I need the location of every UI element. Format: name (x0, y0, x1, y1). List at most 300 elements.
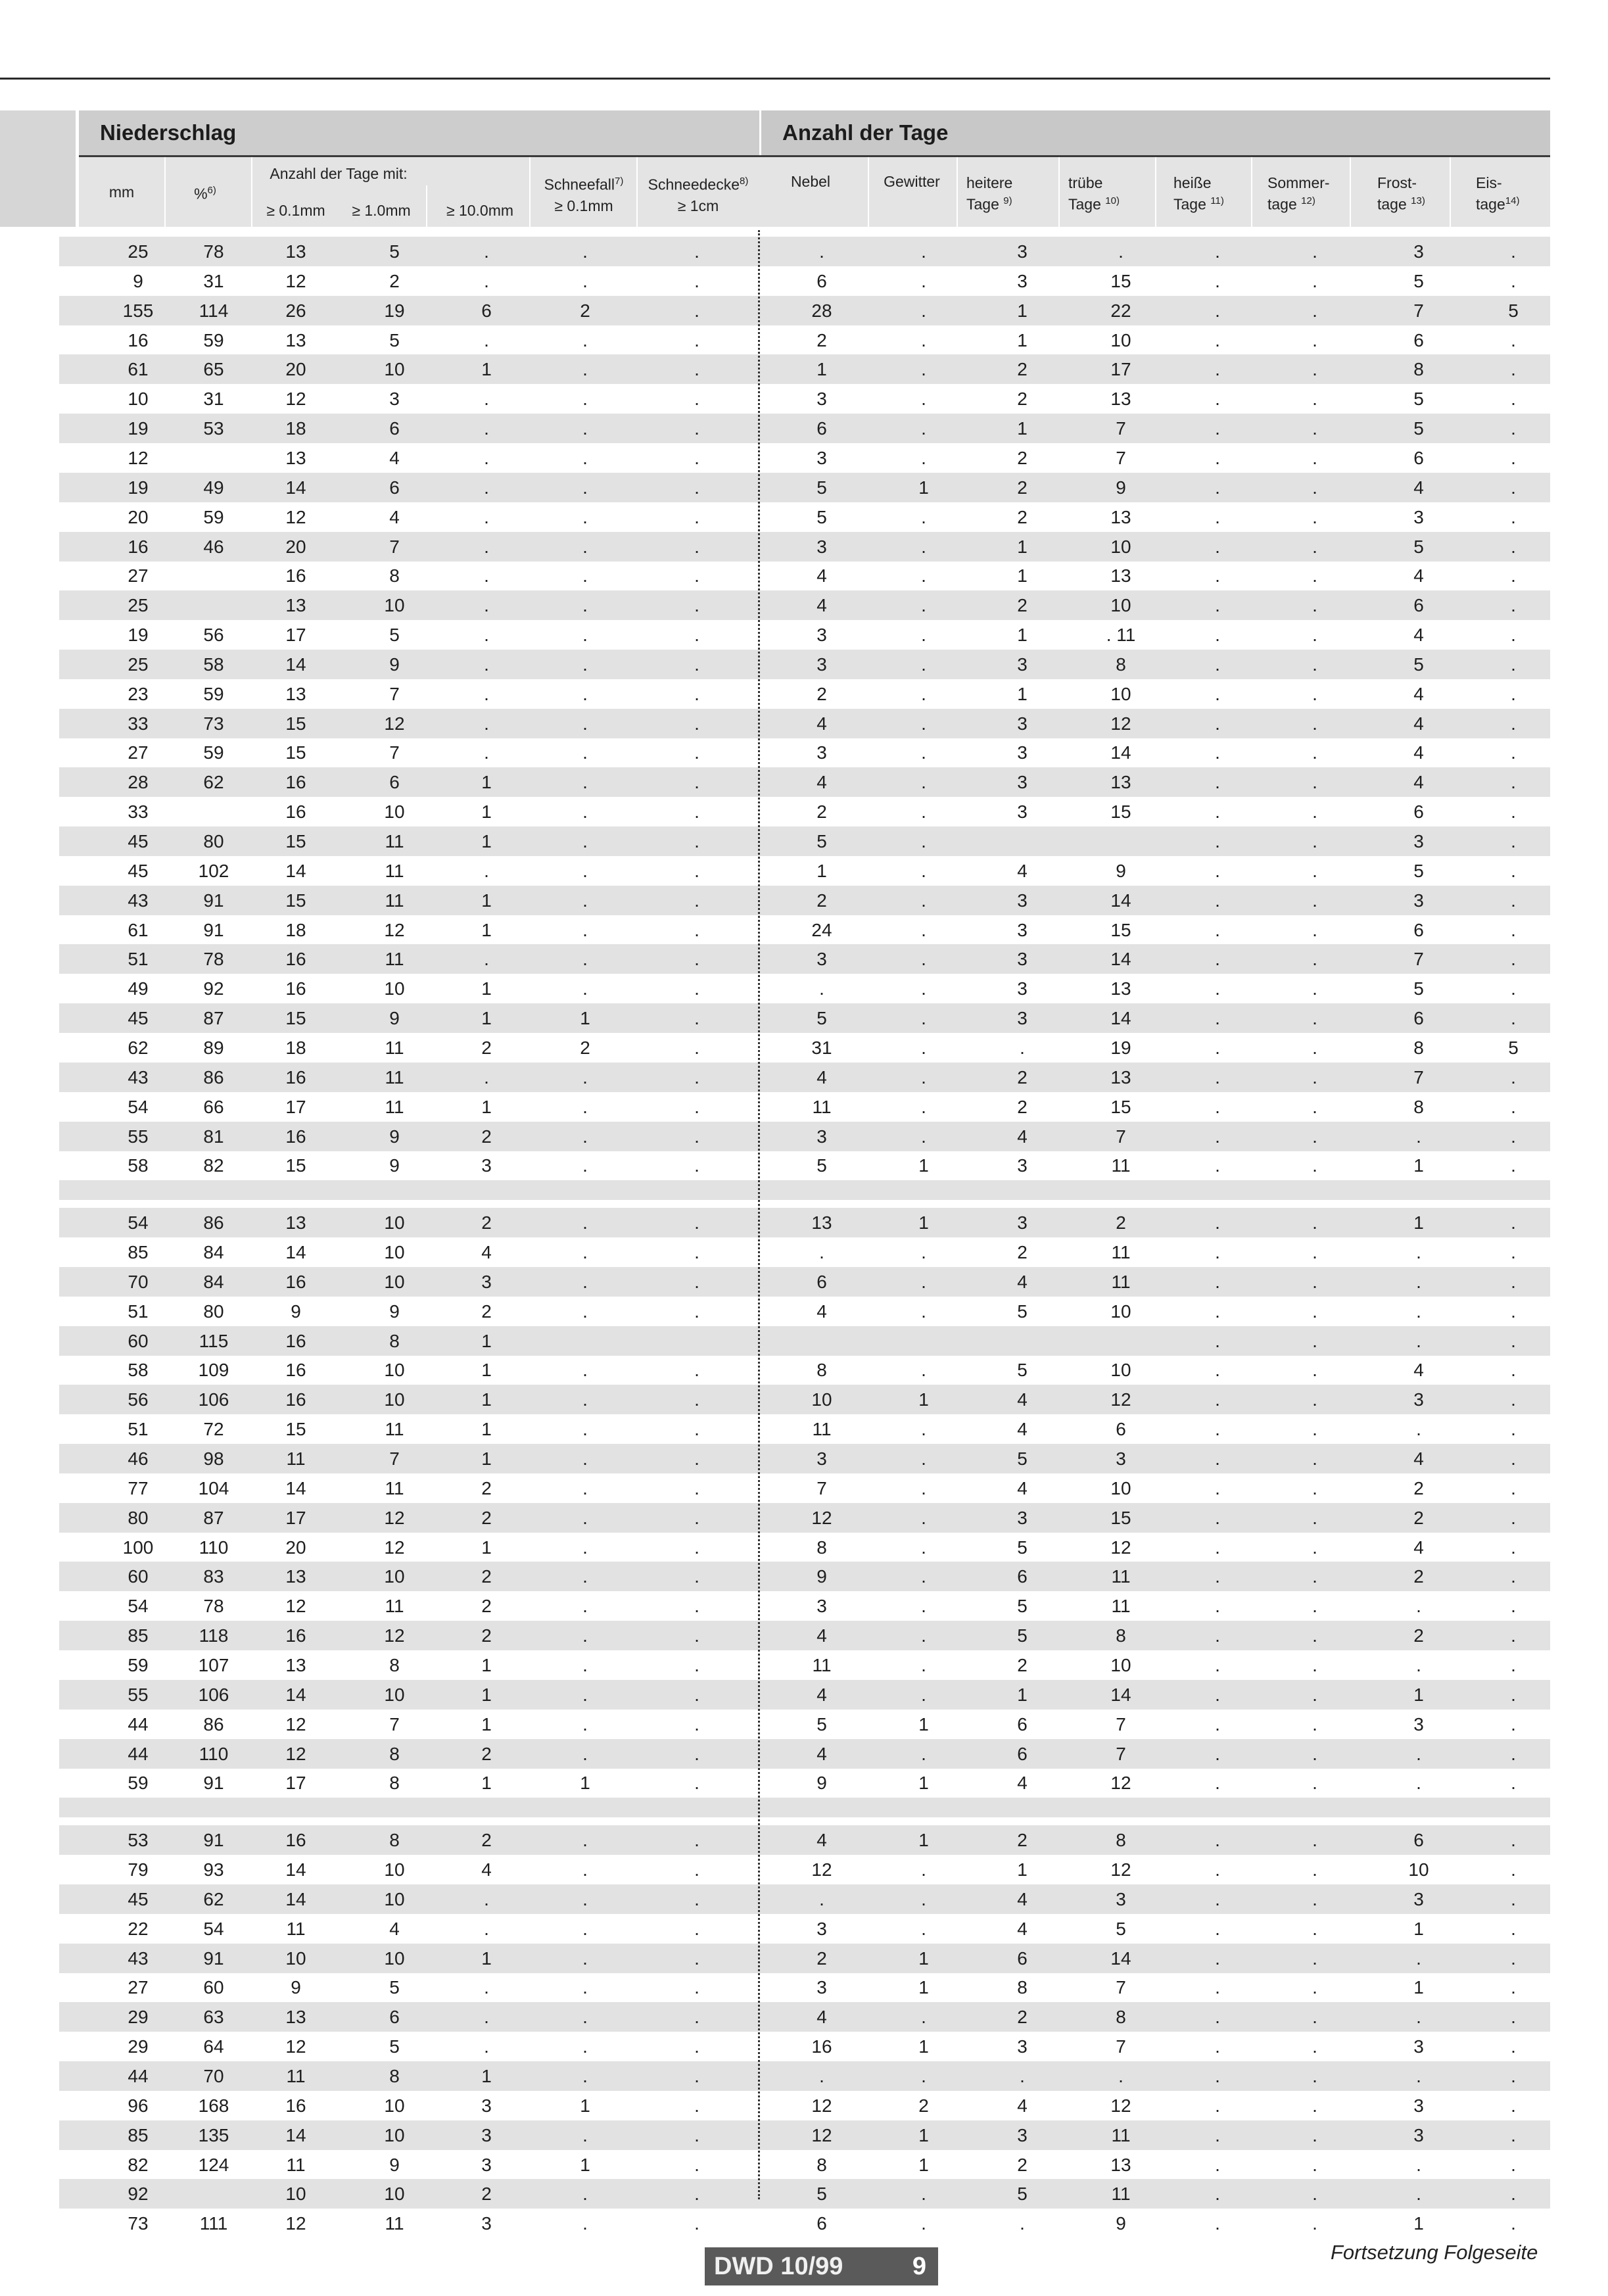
table-cell: 8 (1116, 2007, 1126, 2028)
table-cell: . (1215, 1596, 1220, 1617)
table-cell: 15 (1110, 801, 1131, 823)
table-cell: 10 (384, 1360, 405, 1381)
table-cell: . (1511, 1859, 1516, 1880)
table-cell: 2 (481, 1037, 492, 1058)
table-cell: . (582, 1242, 588, 1263)
table-cell: 80 (128, 1507, 149, 1528)
table-cell: . (694, 2095, 699, 2116)
table-cell: . (1312, 300, 1317, 321)
table-cell: . (582, 625, 588, 646)
table-cell: 16 (285, 1126, 306, 1147)
table-cell: . (1511, 1066, 1516, 1088)
table-cell: . (1511, 447, 1516, 468)
table-cell: 1 (1017, 536, 1028, 557)
table-cell: . (694, 713, 699, 734)
table-cell: . (694, 1596, 699, 1617)
table-cell: . (694, 1859, 699, 1880)
table-cell: 9 (1116, 477, 1126, 498)
table-cell: 86 (203, 1713, 224, 1734)
table-cell: 5 (1413, 418, 1424, 439)
table-cell: 3 (1413, 2036, 1424, 2057)
table-cell: . (582, 683, 588, 704)
table-cell: . (1215, 1155, 1220, 1176)
table-cell: 4 (1413, 477, 1424, 498)
table-cell: 20 (285, 1537, 306, 1558)
section-anzahl-title: Anzahl der Tage (782, 120, 949, 145)
table-cell: . (1416, 1773, 1421, 1794)
table-row (59, 1208, 1550, 1237)
table-cell: 3 (816, 1596, 827, 1617)
table-cell: 2 (918, 2095, 929, 2116)
table-cell: 6 (1413, 329, 1424, 350)
table-cell: . (1511, 536, 1516, 557)
table-cell: . (694, 1037, 699, 1058)
table-row (59, 2032, 1550, 2061)
header-frost-2-text: tage (1377, 195, 1407, 213)
table-cell: 8 (389, 1773, 400, 1794)
table-cell: 44 (128, 2066, 149, 2086)
table-cell: 6 (1413, 1008, 1424, 1029)
table-cell: . (582, 772, 588, 793)
table-cell (184, 443, 243, 473)
table-cell: 2 (481, 1212, 492, 1233)
table-cell: . (484, 860, 489, 881)
table-cell: . (582, 831, 588, 851)
table-cell (184, 590, 243, 620)
table-cell: . (1215, 2154, 1220, 2175)
table-cell: 78 (203, 949, 224, 970)
table-cell: 4 (1017, 1477, 1028, 1498)
table-cell: 1 (918, 2124, 929, 2145)
issue-label: DWD 10/99 (714, 2253, 843, 2280)
table-cell (184, 2179, 243, 2209)
table-cell: 16 (285, 1389, 306, 1410)
table-row (59, 2209, 1550, 2238)
table-cell: 63 (203, 2007, 224, 2028)
table-cell: 9 (389, 1155, 400, 1176)
table-cell: 28 (128, 772, 149, 793)
table-cell: . (1215, 270, 1220, 291)
table-cell: 2 (1017, 595, 1028, 616)
table-cell: 1 (481, 1448, 492, 1469)
table-cell: . (921, 1859, 926, 1880)
header-sommer-2-text: tage (1267, 195, 1297, 213)
table-cell: 11 (1111, 1596, 1131, 1617)
table-cell: . (582, 860, 588, 881)
table-cell: . (694, 1126, 699, 1147)
table-cell: 3 (481, 1271, 492, 1292)
table-row (59, 944, 1550, 974)
table-cell: 5 (1413, 860, 1424, 881)
table-cell: 12 (384, 1537, 405, 1558)
table-cell: 70 (203, 2066, 224, 2086)
table-cell: . (1416, 2154, 1421, 2175)
table-cell: . (921, 742, 926, 763)
table-cell: 26 (285, 300, 306, 321)
table-cell: 5 (389, 1977, 400, 1998)
table-cell: 12 (384, 1507, 405, 1528)
table-cell: 6 (816, 270, 827, 291)
table-cell: . (1215, 329, 1220, 350)
header-heitere-1: heitere (966, 174, 1013, 191)
table-cell: 1 (918, 1155, 929, 1176)
table-cell: 77 (128, 1477, 149, 1498)
table-cell: . (1312, 1977, 1317, 1998)
table-cell: 111 (199, 2213, 228, 2234)
group-gap-row (59, 1798, 1550, 1817)
table-cell: 96 (128, 2095, 149, 2116)
table-cell: . (1215, 1507, 1220, 1528)
table-cell: . (1215, 565, 1220, 586)
table-cell: 11 (385, 949, 404, 970)
table-cell: 31 (203, 270, 224, 291)
table-cell: . (484, 329, 489, 350)
table-cell: 27 (128, 565, 149, 586)
table-cell: . (921, 1360, 926, 1381)
table-cell: 10 (384, 801, 405, 823)
table-cell: 80 (203, 1301, 224, 1322)
table-cell: 3 (816, 1126, 827, 1147)
table-cell: 86 (203, 1212, 224, 1233)
table-cell: 22 (128, 1918, 149, 1939)
header-truebe-2-text: Tage (1068, 195, 1101, 213)
table-cell: 1 (481, 1948, 492, 1969)
table-cell: 15 (1110, 919, 1131, 940)
table-cell: 1 (1017, 329, 1028, 350)
table-cell (894, 1326, 953, 1356)
table-cell: 14 (1110, 1948, 1131, 1969)
table-cell: 12 (285, 2036, 306, 2057)
table-cell: 102 (198, 860, 229, 881)
table-cell: 58 (203, 654, 224, 675)
table-cell: 3 (1017, 772, 1028, 793)
table-cell: . (921, 1419, 926, 1440)
table-row (59, 650, 1550, 679)
header-schneefall-label: Schneefall (544, 176, 615, 193)
table-cell: . (1312, 654, 1317, 675)
table-cell: . (1312, 1301, 1317, 1322)
table-cell: . (694, 359, 699, 380)
table-row (59, 738, 1550, 767)
table-cell: . (484, 447, 489, 468)
table-row (59, 915, 1550, 945)
table-cell: . (1215, 1918, 1220, 1939)
table-cell: . (1511, 595, 1516, 616)
table-cell: 33 (128, 801, 149, 823)
table-cell: 59 (203, 742, 224, 763)
table-cell: 17 (285, 1096, 306, 1117)
table-cell: . (1312, 2124, 1317, 2145)
table-cell: 10 (811, 1389, 832, 1410)
header-sep (636, 157, 638, 227)
table-cell: 2 (481, 1507, 492, 1528)
table-cell: 8 (389, 1830, 400, 1851)
table-cell: 13 (1110, 2154, 1131, 2175)
table-cell: . (484, 2007, 489, 2028)
table-cell: . (921, 1654, 926, 1675)
table-cell: . (1312, 2184, 1317, 2205)
table-cell: 1 (481, 1096, 492, 1117)
table-row (59, 1710, 1550, 1739)
table-cell: . (1215, 1948, 1220, 1969)
table-cell: 4 (1017, 860, 1028, 881)
table-cell: . (1215, 536, 1220, 557)
table-cell: . (582, 1212, 588, 1233)
table-cell: 11 (385, 2213, 404, 2234)
table-cell: 89 (203, 1037, 224, 1058)
header-schneedecke-sub: ≥ 1cm (677, 197, 719, 214)
header-truebe-2 (1068, 192, 1154, 214)
table-cell: 14 (285, 1684, 306, 1705)
table-cell: 12 (285, 2213, 306, 2234)
table-cell: . (1416, 1126, 1421, 1147)
table-cell: 4 (1413, 1360, 1424, 1381)
table-cell: . (1215, 1271, 1220, 1292)
table-cell: . (694, 1271, 699, 1292)
table-cell: 16 (285, 1625, 306, 1646)
table-cell: 9 (1116, 2213, 1126, 2234)
table-cell: . (1215, 1008, 1220, 1029)
table-cell: . (1312, 1625, 1317, 1646)
table-cell: . (694, 1948, 699, 1969)
table-cell: 15 (285, 1155, 306, 1176)
table-cell: . (694, 2036, 699, 2057)
table-cell: 16 (285, 801, 306, 823)
table-cell: 118 (199, 1625, 229, 1646)
table-cell: . (694, 1155, 699, 1176)
table-cell: . (694, 919, 699, 940)
table-cell: 11 (385, 860, 404, 881)
table-cell: 6 (1413, 1830, 1424, 1851)
table-row (59, 1591, 1550, 1621)
table-cell: . (582, 1301, 588, 1322)
table-cell: 10 (1110, 1654, 1131, 1675)
table-cell: 3 (1017, 713, 1028, 734)
table-cell: 1 (918, 2036, 929, 2057)
table-cell: . (921, 2184, 926, 2205)
table-cell: 1 (580, 1773, 590, 1794)
table-cell: . (921, 1743, 926, 1764)
table-cell: 6 (1017, 1713, 1028, 1734)
table-cell: . (1312, 742, 1317, 763)
table-cell: 1 (918, 1713, 929, 1734)
table-cell: . (921, 801, 926, 823)
table-cell: . (1312, 831, 1317, 851)
table-cell: . (1215, 506, 1220, 527)
table-cell: . (1215, 2124, 1220, 2145)
table-cell: . (694, 742, 699, 763)
table-cell: 12 (1110, 2095, 1131, 2116)
table-cell: 4 (1413, 1537, 1424, 1558)
table-cell: 10 (1408, 1859, 1429, 1880)
section-niederschlag (79, 110, 759, 155)
table-cell: 9 (816, 1773, 827, 1794)
table-cell: 16 (285, 1360, 306, 1381)
table-cell: . (1312, 2036, 1317, 2057)
table-cell: . (1215, 2184, 1220, 2205)
table-cell: 13 (285, 1212, 306, 1233)
header-eis-2 (1476, 192, 1545, 214)
table-cell: . (1511, 890, 1516, 911)
table-cell: 10 (285, 2184, 306, 2205)
table-cell: 2 (1413, 1477, 1424, 1498)
table-cell: 8 (389, 565, 400, 586)
table-cell: 3 (1413, 2124, 1424, 2145)
table-cell: 9 (389, 1008, 400, 1029)
table-cell: 6 (389, 477, 400, 498)
table-cell: 1 (1413, 1212, 1424, 1233)
table-cell: 1 (1017, 625, 1028, 646)
table-cell: . (694, 2213, 699, 2234)
table-cell: . (1215, 1419, 1220, 1440)
table-cell: 1 (481, 1713, 492, 1734)
table-cell: . (484, 2036, 489, 2057)
table-cell: 11 (385, 1596, 404, 1617)
table-cell: 1 (481, 978, 492, 999)
table-cell: 10 (384, 2124, 405, 2145)
table-cell: 15 (285, 1419, 306, 1440)
table-cell: . (1511, 683, 1516, 704)
table-cell: . (921, 1507, 926, 1528)
table-cell: . (1118, 241, 1123, 262)
table-cell: 3 (389, 389, 400, 410)
table-cell: 3 (481, 2124, 492, 2145)
table-cell: 12 (285, 1743, 306, 1764)
table-cell: 5 (1017, 1625, 1028, 1646)
header-heitere (966, 174, 1052, 214)
table-cell: . (582, 1625, 588, 1646)
table-cell: . (694, 860, 699, 881)
section-anzahl (761, 110, 1550, 155)
table-cell: 16 (285, 1830, 306, 1851)
table-cell: 4 (389, 447, 400, 468)
table-cell: 2 (1413, 1625, 1424, 1646)
table-cell: 29 (128, 2007, 149, 2028)
table-cell: . (1511, 2095, 1516, 2116)
table-cell: . (1215, 2095, 1220, 2116)
table-cell: 13 (811, 1212, 832, 1233)
table-cell: . (921, 1888, 926, 1909)
table-cell: 5 (1017, 1301, 1028, 1322)
table-cell: 16 (285, 2095, 306, 2116)
table-cell: . (1215, 1330, 1220, 1351)
table-cell: 114 (199, 300, 229, 321)
table-cell: . (1511, 625, 1516, 646)
table-cell: . (1511, 949, 1516, 970)
table-cell: . (694, 565, 699, 586)
table-cell: 1 (1413, 1977, 1424, 1998)
table-cell: . (1312, 2095, 1317, 2116)
header-mm: mm (108, 183, 135, 201)
table-cell: 5 (389, 329, 400, 350)
table-row (59, 1768, 1550, 1798)
table-cell: . (694, 772, 699, 793)
header-sep (1155, 157, 1156, 227)
table-cell: . (1215, 1096, 1220, 1117)
table-cell: 1 (580, 2095, 590, 2116)
table-cell: 44 (128, 1713, 149, 1734)
table-cell: 2 (1413, 1566, 1424, 1587)
table-cell: 14 (285, 1888, 306, 1909)
table-cell: . (484, 506, 489, 527)
table-cell: . (582, 595, 588, 616)
table-cell: . (582, 1389, 588, 1410)
table-cell: 33 (128, 713, 149, 734)
table-cell: 14 (285, 2124, 306, 2145)
table-cell: 23 (128, 683, 149, 704)
table-row (59, 502, 1550, 532)
table-cell: . (1215, 595, 1220, 616)
table-cell: 59 (128, 1773, 149, 1794)
table-cell: . (582, 477, 588, 498)
table-cell: 8 (816, 1537, 827, 1558)
table-cell: 1 (918, 477, 929, 498)
table-cell: 11 (812, 1096, 832, 1117)
table-cell: 54 (128, 1596, 149, 1617)
table-cell: . (921, 1684, 926, 1705)
table-cell: 100 (122, 1537, 154, 1558)
table-cell: 15 (285, 890, 306, 911)
table-cell: . (484, 418, 489, 439)
table-cell: 4 (1413, 772, 1424, 793)
table-cell: . (1312, 1713, 1317, 1734)
table-cell: 5 (1017, 2184, 1028, 2205)
table-cell: . (1511, 1977, 1516, 1998)
table-cell: . (1416, 1654, 1421, 1675)
table-cell: . (921, 536, 926, 557)
table-cell: . (694, 1242, 699, 1263)
table-row (59, 1033, 1550, 1063)
table-cell: 10 (1110, 1477, 1131, 1498)
table-cell: 8 (1116, 1830, 1126, 1851)
header-eis-sup: 14) (1505, 195, 1520, 206)
table-cell: . (582, 2184, 588, 2205)
header-heisse (1173, 174, 1252, 214)
table-cell: 1 (918, 1830, 929, 1851)
table-cell: 6 (1017, 1566, 1028, 1587)
table-cell: 5 (389, 2036, 400, 2057)
table-cell: . (1511, 1537, 1516, 1558)
table-cell: 4 (816, 1743, 827, 1764)
table-cell: 11 (385, 831, 404, 851)
table-cell: 1 (918, 1977, 929, 1998)
table-cell: 16 (285, 772, 306, 793)
table-cell: 3 (816, 742, 827, 763)
table-cell: 3 (1017, 919, 1028, 940)
table-cell: . (1511, 1126, 1516, 1147)
table-cell: . (1312, 1448, 1317, 1469)
table-cell: . (1312, 919, 1317, 940)
table-cell: . (921, 1477, 926, 1498)
table-cell: 7 (816, 1477, 827, 1498)
table-cell: 45 (128, 1888, 149, 1909)
table-cell: 16 (285, 1066, 306, 1088)
table-cell: . (582, 418, 588, 439)
table-cell: 12 (384, 713, 405, 734)
table-cell: . (1511, 329, 1516, 350)
table-cell: . (582, 2036, 588, 2057)
table-cell: 7 (1116, 1743, 1126, 1764)
header-eis (1476, 174, 1545, 214)
table-cell: 55 (128, 1684, 149, 1705)
table-cell: . (484, 1066, 489, 1088)
table-cell: . (1215, 1977, 1220, 1998)
table-cell: 17 (285, 1507, 306, 1528)
table-cell: . (1312, 1389, 1317, 1410)
table-cell: 1 (580, 2154, 590, 2175)
table-cell: 6 (481, 300, 492, 321)
table-cell: 11 (1111, 1155, 1131, 1176)
